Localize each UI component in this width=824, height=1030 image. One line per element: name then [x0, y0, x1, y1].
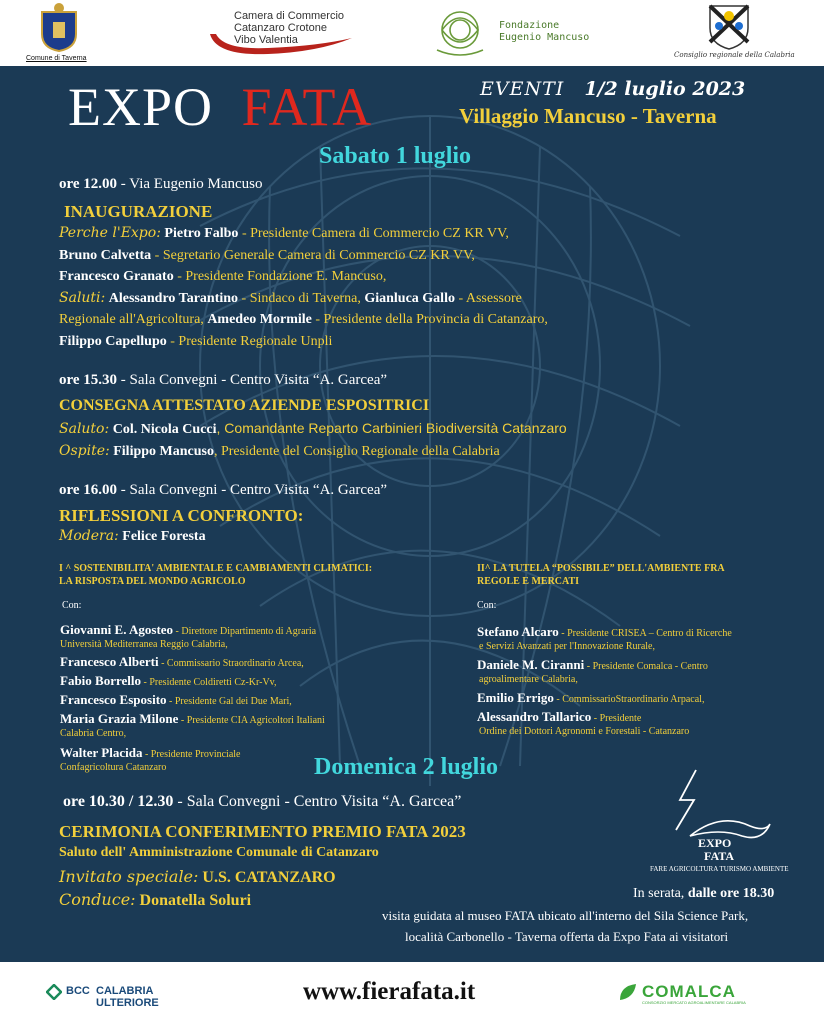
- speaker-gallo-role-cont: Regionale all'Agricoltura,: [59, 312, 208, 327]
- panel2-speakers: [477, 625, 807, 738]
- expo-fata-title: [68, 76, 372, 138]
- speaker-placida-role2: Confagricoltura Catanzaro: [60, 762, 167, 773]
- saluti-label: Saluti:: [59, 289, 106, 306]
- session3-time-place: [59, 482, 387, 499]
- saluto-label: Saluto:: [59, 421, 110, 437]
- speaker-gallo: Gianluca Gallo: [364, 290, 455, 306]
- panel1-heading-line1: I ^ SOSTENIBILITA' AMBIENTALE E CAMBIAMENTI CLIMATICI:: [59, 563, 373, 574]
- day2-title: CERIMONIA CONFERIMENTO PREMIO FATA 2023: [59, 822, 466, 841]
- speaker-tallarico-role2: Ordine dei Dottori Agronomi e Forestali - Catanzaro: [479, 726, 690, 737]
- panel2-con: Con:: [477, 600, 497, 611]
- session1-place: - Via Eugenio Mancuso: [117, 176, 263, 192]
- calabria-shield-icon: [704, 2, 754, 50]
- speaker-mormile: Amedeo Mormile: [207, 312, 312, 327]
- speaker-mormile-role: - Presidente della Provincia di Catanzaro,: [311, 312, 548, 327]
- speaker-alberti-role: - Commissario Straordinario Arcea,: [158, 658, 304, 669]
- session1-time-place: [59, 176, 263, 193]
- bcc-mark-icon: [46, 984, 62, 1000]
- speaker-borrello: Fabio Borrello: [60, 673, 142, 688]
- presenter-soluri: Donatella Soluri: [139, 892, 252, 909]
- bcc-logo: [46, 982, 196, 1016]
- comalca-text: COMALCA: [642, 982, 736, 1001]
- camera-line2: Catanzaro Crotone: [234, 22, 327, 34]
- venue-separator: -: [625, 104, 643, 128]
- day1-heading: Sabato 1 luglio: [319, 143, 472, 169]
- speaker-tallarico: Alessandro Tallarico: [477, 709, 592, 724]
- panel2-heading: [477, 562, 725, 588]
- evening-line1: [633, 886, 774, 902]
- taverna-caption: Comune di Taverna: [26, 55, 87, 62]
- speaker-agosteo-role2: Università Mediterranea Reggio Calabria,: [60, 639, 228, 650]
- evening-intro: In serata,: [633, 886, 688, 901]
- day2-time: ore 10.30 / 12.30: [63, 793, 174, 810]
- speaker-alcaro-role: - Presidente CRISEA – Centro di Ricerche: [558, 628, 732, 639]
- fondazione-line2: Eugenio Mancuso: [499, 32, 590, 43]
- speaker-capellupo-role: - Presidente Regionale Unpli: [166, 333, 333, 349]
- panel1-speakers: [60, 623, 460, 774]
- title-expo: EXPO: [68, 77, 214, 137]
- session1-title: INAUGURAZIONE: [64, 202, 213, 221]
- expo-fata-logo: [650, 766, 790, 886]
- speaker-agosteo: Giovanni E. Agosteo: [60, 622, 174, 637]
- expo-fata-logo-l1: EXPO: [698, 836, 732, 850]
- moderator-line: [59, 528, 206, 545]
- session1-speakers: [59, 223, 799, 352]
- speaker-mancuso-role: , Presidente del Consiglio Regionale della Calabria: [213, 443, 500, 459]
- taverna-logo: [28, 2, 90, 64]
- main-panel: [0, 66, 824, 962]
- speaker-cucci: Col. Nicola Cucci: [112, 422, 217, 437]
- day2-place: - Sala Convegni - Centro Visita “A. Garcea”: [173, 793, 462, 810]
- consiglio-caption: Consiglio regionale della Calabria: [674, 51, 795, 59]
- invited-line: [59, 867, 336, 887]
- speaker-placida-role: - Presidente Provinciale: [142, 749, 241, 760]
- speaker-tarantino: Alessandro Tarantino: [108, 290, 239, 306]
- session3-title: RIFLESSIONI A CONFRONTO:: [59, 506, 304, 525]
- leaf-icon: [618, 982, 638, 1002]
- speaker-alcaro-role2: e Servizi Avanzati per l'Innovazione Rurale,: [479, 641, 655, 652]
- website-link[interactable]: www.fierafata.it: [303, 978, 476, 1005]
- moderator-foresta: Felice Foresta: [122, 529, 206, 544]
- comalca-logo: [618, 980, 768, 1020]
- modera-label: Modera:: [59, 528, 119, 544]
- taverna-crest-icon: [28, 2, 90, 52]
- venue-villaggio: Villaggio Mancuso: [459, 104, 626, 128]
- session2-place: - Sala Convegni - Centro Visita “A. Garcea”: [117, 372, 388, 388]
- speaker-esposito: Francesco Esposito: [60, 692, 167, 707]
- speaker-mancuso: Filippo Mancuso: [113, 443, 214, 459]
- day2-heading: Domenica 2 luglio: [314, 754, 498, 780]
- panel1-con: Con:: [62, 600, 82, 611]
- speaker-esposito-role: - Presidente Gal dei Due Mari,: [166, 696, 292, 707]
- speaker-errigo-role: - CommissarioStraordinario Arpacal,: [553, 694, 705, 705]
- speaker-falbo: Pietro Falbo: [164, 226, 239, 241]
- speaker-milone-role2: Calabria Centro,: [60, 728, 127, 739]
- invitato-label: Invitato speciale:: [59, 867, 199, 886]
- speaker-errigo: Emilio Errigo: [477, 690, 554, 705]
- expo-fata-logo-tag: FARE AGRICOLTURA TURISMO AMBIENTE: [650, 865, 789, 873]
- expo-fata-logo-l2: FATA: [704, 849, 734, 863]
- speaker-granato: Francesco Granato: [59, 269, 174, 284]
- invited-catanzaro: U.S. CATANZARO: [202, 869, 336, 886]
- comalca-subtitle: CONSORZIO MERCATO AGROALIMENTARE CALABRIA: [642, 1000, 746, 1005]
- day2-subtitle: Saluto dell' Amministrazione Comunale di Catanzaro: [59, 845, 379, 860]
- rose-icon: [427, 4, 493, 62]
- speaker-falbo-role: - Presidente Camera di Commercio CZ KR VV,: [238, 226, 509, 241]
- event-dates: [480, 78, 745, 100]
- footer: [0, 962, 824, 1030]
- speaker-borrello-role: - Presidente Coldiretti Cz-Kr-Vv,: [141, 677, 277, 688]
- header: [0, 0, 824, 66]
- session2-title: CONSEGNA ATTESTATO AZIENDE ESPOSITRICI: [59, 397, 430, 414]
- session2-time: ore 15.30: [59, 372, 118, 388]
- ospite-label: Ospite:: [59, 442, 110, 459]
- session1-time: ore 12.00: [59, 176, 118, 192]
- session3-place: - Sala Convegni - Centro Visita “A. Garcea”: [117, 482, 388, 498]
- speaker-tarantino-role: - Sindaco di Taverna,: [238, 290, 365, 306]
- bcc-calabria: CALABRIA: [96, 985, 154, 997]
- bcc-ulteriore: ULTERIORE: [96, 997, 159, 1009]
- perche-label: Perche l'Expo:: [59, 225, 161, 241]
- panel1-heading-line2: LA RISPOSTA DEL MONDO AGRICOLO: [59, 576, 246, 587]
- event-venue: [459, 104, 717, 129]
- speaker-ciranni-role2: agroalimentare Calabria,: [479, 674, 578, 685]
- evening-time: dalle ore 18.30: [687, 886, 775, 901]
- camera-line3: Vibo Valentia: [234, 34, 298, 46]
- speaker-calvetta-role: - Segretario Generale Camera di Commercio CZ KR VV,: [151, 247, 475, 263]
- consiglio-regionale-logo: [670, 2, 795, 64]
- panel2-heading-line2: REGOLE E MERCATI: [477, 576, 580, 587]
- conduce-line: [59, 890, 251, 910]
- event-date-range: 1/2 luglio 2023: [584, 78, 746, 100]
- fondazione-line1: Fondazione: [499, 20, 560, 31]
- speaker-granato-role: - Presidente Fondazione E. Mancuso,: [173, 269, 387, 284]
- speaker-capellupo: Filippo Capellupo: [59, 333, 167, 349]
- speaker-milone-role: - Presidente CIA Agricoltori Italiani: [178, 715, 325, 726]
- eventi-label: EVENTI: [480, 78, 565, 100]
- speaker-ciranni: Daniele M. Ciranni: [477, 657, 585, 672]
- camera-commercio-logo: [208, 8, 358, 60]
- speaker-placida: Walter Placida: [60, 745, 143, 760]
- speaker-agosteo-role: - Direttore Dipartimento di Agraria: [173, 626, 317, 637]
- session2-time-place: [59, 372, 387, 389]
- panel1-heading: [59, 562, 372, 588]
- speaker-cucci-role: , Comandante Reparto Carbinieri Biodiversità Catanzaro: [216, 420, 567, 436]
- speaker-gallo-role: - Assessore: [454, 290, 522, 306]
- session2-speakers: [59, 418, 799, 462]
- evening-line3: località Carbonello - Taverna offerta da Expo Fata ai visitatori: [405, 929, 729, 944]
- camera-line1: Camera di Commercio: [234, 10, 345, 22]
- camera-swoosh-icon: [208, 8, 358, 60]
- speaker-alberti: Francesco Alberti: [60, 654, 159, 669]
- speaker-ciranni-role: - Presidente Comalca - Centro: [584, 661, 708, 672]
- panel2-heading-line1: II^ LA TUTELA “POSSIBILE” DELL'AMBIENTE FRA: [477, 563, 725, 574]
- speaker-milone: Maria Grazia Milone: [60, 711, 179, 726]
- evening-line2: visita guidata al museo FATA ubicato all'interno del Sila Science Park,: [382, 908, 749, 923]
- venue-taverna: Taverna: [642, 104, 717, 128]
- speaker-calvetta: Bruno Calvetta: [59, 247, 152, 263]
- speaker-tallarico-role: - Presidente: [591, 713, 642, 724]
- day2-time-place: [63, 793, 461, 811]
- bcc-text: BCC: [66, 985, 90, 997]
- session3-time: ore 16.00: [59, 482, 118, 498]
- speaker-alcaro: Stefano Alcaro: [477, 624, 559, 639]
- fondazione-logo: [427, 4, 590, 62]
- title-fata: FATA: [241, 77, 373, 137]
- conduce-label: Conduce:: [59, 890, 136, 909]
